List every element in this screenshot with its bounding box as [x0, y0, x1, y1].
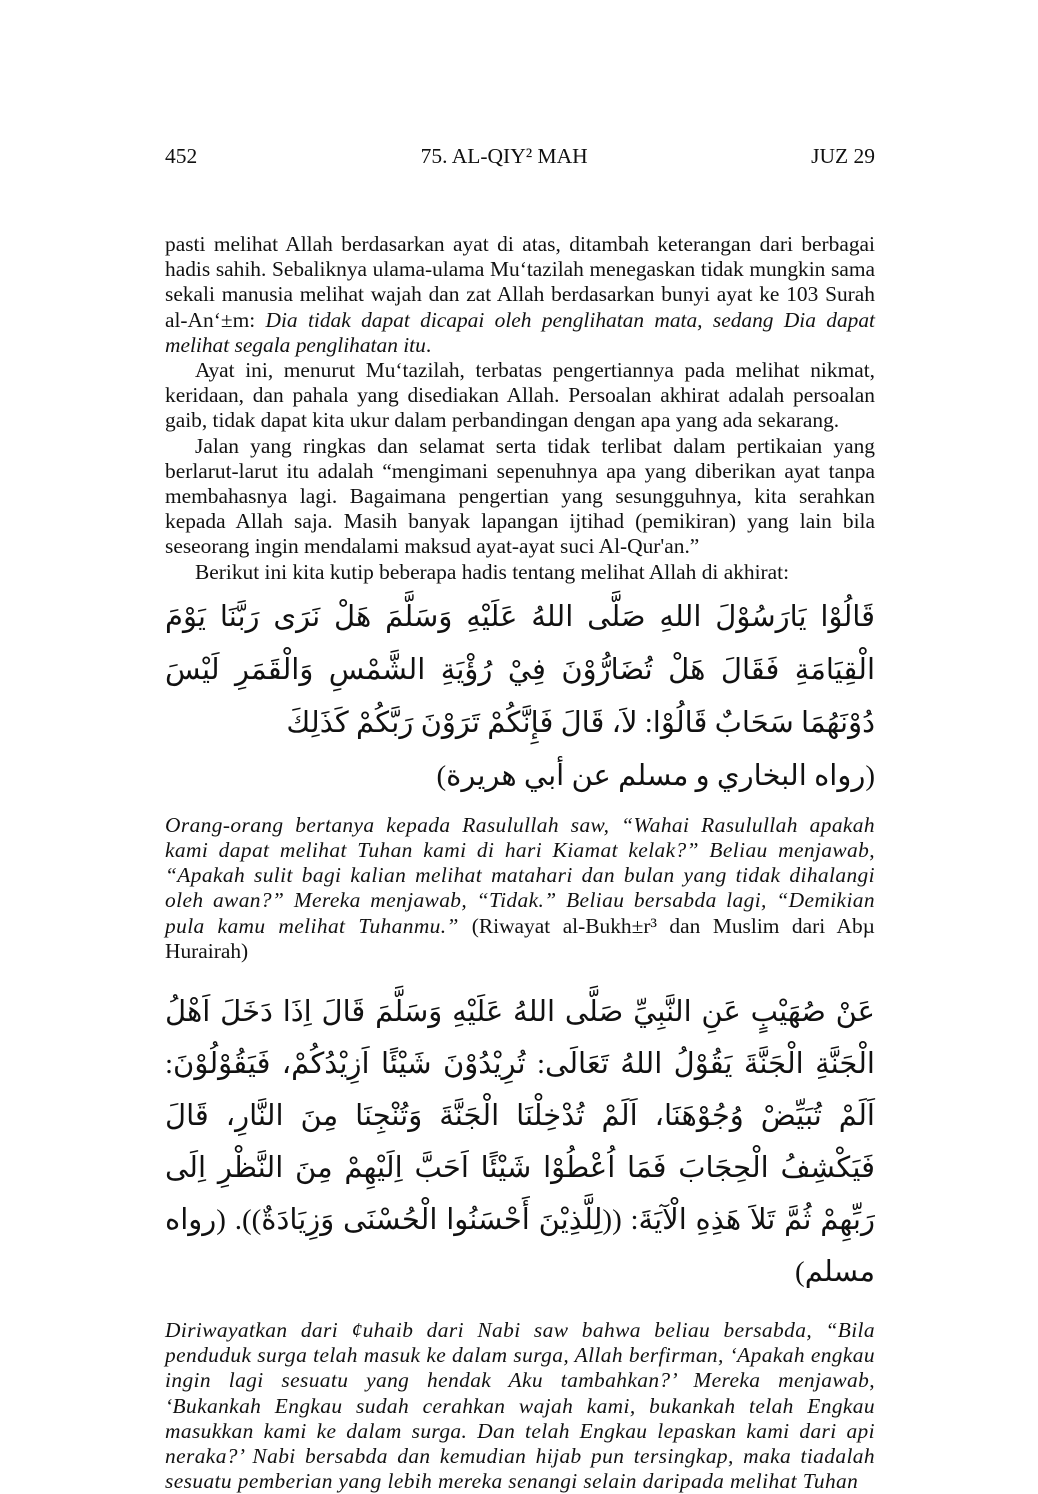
paragraph-end: . — [425, 332, 432, 357]
running-header — [165, 144, 875, 169]
juz-label: JUZ 29 — [811, 144, 875, 168]
paragraph: Jalan yang ringkas dan selamat serta tidak terlibat dalam pertikaian yang berlarut-larut itu adalah “mengimani sepenuhnya apa yang diberikan ayat tanpa membahasnya lagi. Bagaimana pengertian yang sesungguhnya, kita serahkan kepada Allah saja. Masih banyak lapangan ijtihad (pemikiran) yang lain bila seseorang ingin mendalami maksud ayat-ayat suci Al-Qur'an.” — [165, 433, 875, 559]
hadith-arabic — [165, 591, 875, 803]
arabic-source: (رواه مسلم) — [165, 1204, 875, 1289]
arabic-text: قَالُوْا يَارَسُوْلَ اللهِ صَلَّى اللهُ عَلَيْهِ وَسَلَّمَ هَلْ نَرَى رَبَّنَا يَوْمَ الْقِيَامَةِ فَقَالَ هَلْ تُضَارُّوْنَ فِيْ رُؤْيَةِ الشَّمْسِ وَالْقَمَرِ لَيْسَ دُوْنَهُمَا سَحَابٌ قَالُوْا: لاَ، قَالَ فَإِنَّكُمْ تَرَوْنَ رَبَّكُمْ كَذَلِكَ — [165, 600, 875, 739]
arabic-source: (رواه البخاري و مسلم عن أبي هريرة) — [436, 759, 875, 792]
hadith-translation: Diriwayatkan dari ¢uhaib dari Nabi saw bahwa beliau bersabda, “Bila penduduk surga telah masuk ke dalam surga, Allah berfirman, ‘Apakah engkau ingin lagi sesuatu yang hendak Aku tambahkan?’ Mereka menjawab, ‘Bukankah Engkau sudah cerahkan wajah kami, bukankah telah Engkau masukkan kami ke dalam surga. Dan telah Engkau lepaskan kami dari api neraka?’ Nabi bersabda dan kemudian hijab pun tersingkap, maka tiadalah sesuatu pemberian yang lebih mereka senangi selain daripada melihat Tuhan — [165, 1318, 875, 1494]
page-number: 452 — [165, 144, 198, 168]
hadith-translation — [165, 813, 875, 964]
hadith-arabic — [165, 986, 875, 1298]
translation-text: Orang-orang bertanya kepada Rasulullah saw, “Wahai Rasulullah apakah kami dapat melihat Tuhan kami di hari Kiamat kelak?” Beliau menjawab, “Apakah sulit bagi kalian melihat matahari dan bulan yang tidak dihalangi oleh awan?” Mereka menjawab, “Tidak.” Beliau bersabda lagi, “Demikian pula kamu melihat Tuhanmu.” — [165, 812, 875, 938]
paragraph-text: pasti melihat Allah berdasarkan ayat di atas, ditambah keterangan dari berbagai hadis sahih. Sebaliknya ulama-ulama Mu‘tazilah menegaskan tidak mungkin sama sekali manusia melihat wajah dan zat Allah berdasarkan bunyi ayat ke 103 Surah al-An‘±m: — [165, 232, 875, 332]
body-text — [165, 232, 875, 1494]
quran-quote: Dia tidak dapat dicapai oleh penglihatan mata, sedang Dia dapat melihat segala penglihatan itu — [165, 307, 876, 357]
citation: (Riwayat al-Bukh±r³ dan Muslim dari Abµ Hurairah) — [165, 913, 876, 963]
paragraph — [165, 232, 875, 358]
paragraph: Ayat ini, menurut Mu‘tazilah, terbatas pengertiannya pada melihat nikmat, keridaan, dan pahala yang disediakan Allah. Persoalan akhirat adalah persoalan gaib, tidak dapat kita ukur dalam perbandingan dengan apa yang ada sekarang. — [165, 358, 875, 433]
paragraph: Berikut ini kita kutip beberapa hadis tentang melihat Allah di akhirat: — [195, 559, 790, 584]
chapter-title: 75. AL-QIY² MAH — [420, 144, 588, 168]
arabic-text: عَنْ صُهَيْبٍ عَنِ النَّبِيِّ صَلَّى اللهُ عَلَيْهِ وَسَلَّمَ قَالَ اِذَا دَخَلَ اَهْلُ الْجَنَّةِ الْجَنَّةَ يَقُوْلُ اللهُ تَعَالَى: تُرِيْدُوْنَ شَيْئًا اَزِيْدُكُمْ، فَيَقُوْلُوْنَ: اَلَمْ تُبَيِّضْ وُجُوْهَنَا، اَلَمْ تُدْخِلْنَا الْجَنَّةَ وَتُنْجِنَا مِنَ النَّارِ، قَالَ فَيَكْشِفُ الْحِجَابَ فَمَا اُعْطُوْا شَيْئًا اَحَبَّ اِلَيْهِمْ مِنَ النَّظْرِ اِلَى رَبِّهِمْ ثُمَّ تَلاَ هَذِهِ الْآيَةَ: ((لِلَّذِيْنَ أَحْسَنُوا الْحُسْنَى وَزِيَادَةٌ)). — [165, 996, 876, 1237]
